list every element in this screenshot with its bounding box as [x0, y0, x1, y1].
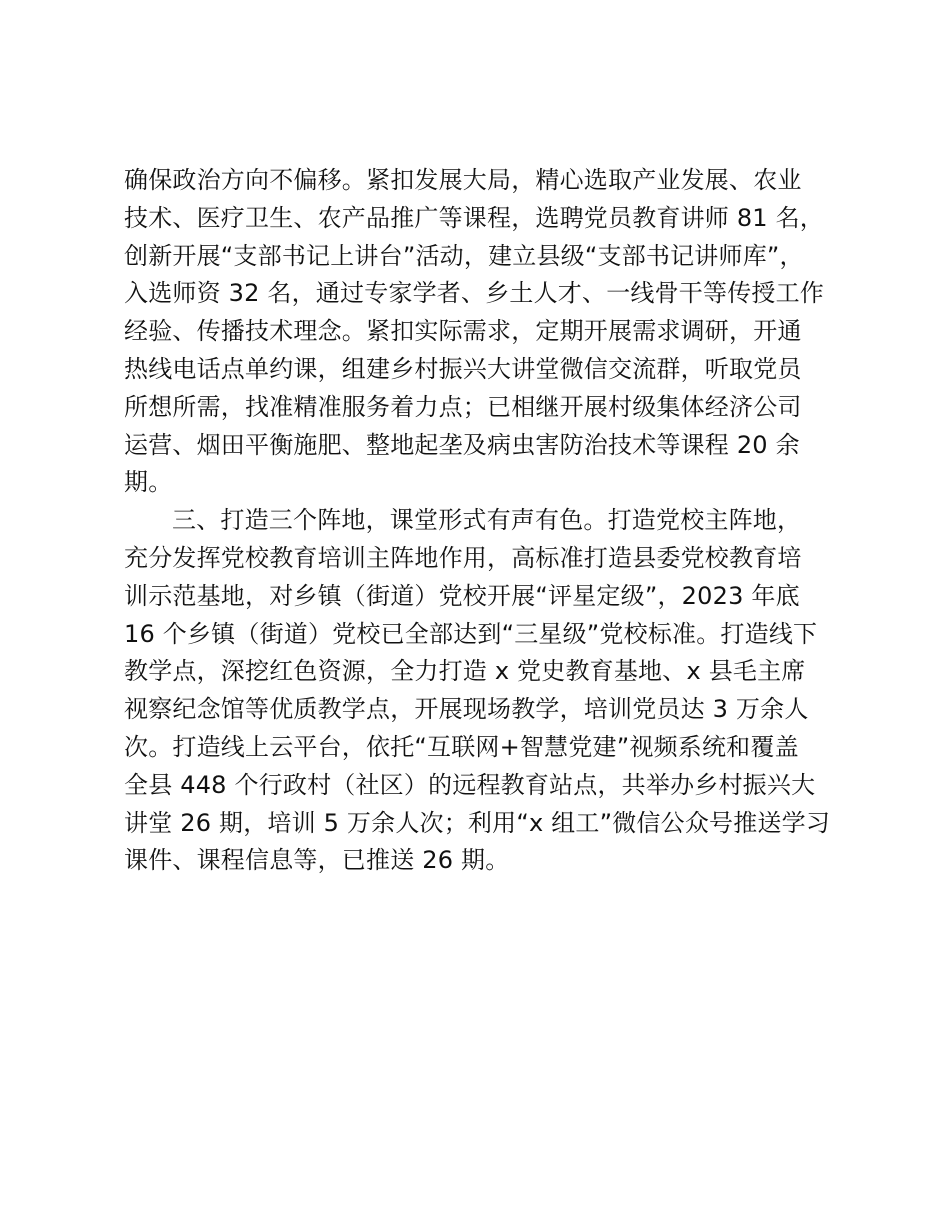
text-line: 经验、传播技术理念。紧扣实际需求，定期开展需求调研，开通 [124, 317, 802, 346]
text-line: 确保政治方向不偏移。紧扣发展大局，精心选取产业发展、农业 [124, 166, 802, 194]
text-line: 充分发挥党校教育培训主阵地作用，高标准打造县委党校教育培 [124, 543, 802, 572]
body-text [124, 162, 844, 880]
text-line: 期。 [124, 468, 173, 497]
text-line: 全县 448 个行政村（社区）的远程教育站点，共举办乡村振兴大 [124, 770, 816, 799]
text-line: 课件、课程信息等，已推送 26 期。 [124, 846, 510, 875]
text-line: 入选师资 32 名，通过专家学者、乡土人才、一线骨干等传授工作 [124, 279, 824, 308]
text-line: 教学点，深挖红色资源，全力打造 x 党史教育基地、x 县毛主席 [124, 657, 806, 686]
text-line: 热线电话点单约课，组建乡村振兴大讲堂微信交流群，听取党员 [124, 354, 802, 383]
text-line: 运营、烟田平衡施肥、整地起垄及病虫害防治技术等课程 20 余 [124, 430, 800, 459]
text-line: 次。打造线上云平台，依托“互联网+智慧党建”视频系统和覆盖 [124, 732, 799, 761]
text-line: 16 个乡镇（街道）党校已全部达到“三星级”党校标准。打造线下 [124, 619, 818, 648]
text-line: 视察纪念馆等优质教学点，开展现场教学，培训党员达 3 万余人 [124, 695, 809, 724]
section-heading-line: 三、打造三个阵地，课堂形式有声有色。打造党校主阵地， [172, 506, 802, 535]
text-line: 训示范基地，对乡镇（街道）党校开展“评星定级”，2023 年底 [124, 581, 800, 610]
text-line: 所想所需，找准精准服务着力点；已相继开展村级集体经济公司 [124, 392, 802, 421]
text-line: 技术、医疗卫生、农产品推广等课程，选聘党员教育讲师 81 名， [124, 203, 824, 232]
text-line: 创新开展“支部书记上讲台”活动，建立县级“支部书记讲师库”， [124, 241, 804, 270]
text-line: 讲堂 26 期，培训 5 万余人次；利用“x 组工”微信公众号推送学习 [124, 808, 831, 837]
